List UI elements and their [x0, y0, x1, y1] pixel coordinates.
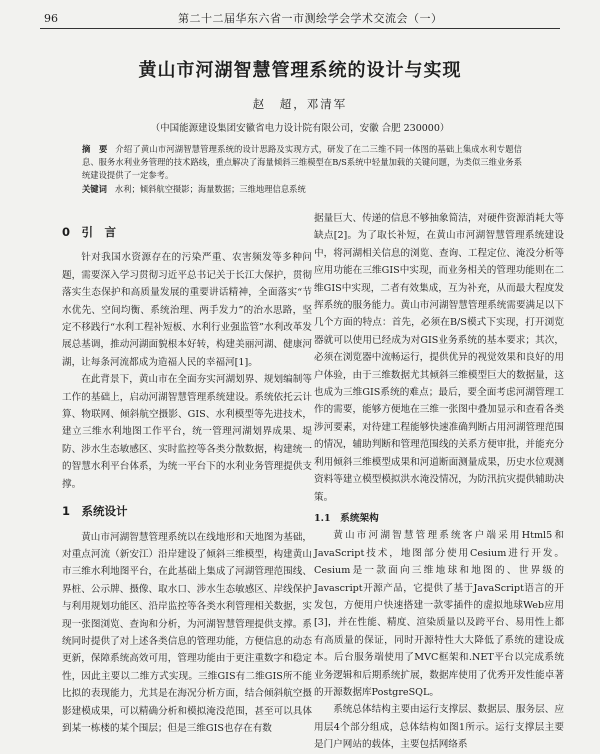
paragraph: 系统总体结构主要由运行支撑层、数据层、服务层、应用层4个部分组成，总体结构如图1所示。运行支撑层主要是门户网站的载体，主要包括网络系 [314, 704, 564, 751]
spacer [62, 210, 312, 224]
paragraph: 针对我国水资源存在的污染严重、农害频发等多种问题，需要深入学习贯彻习近平总书记关于长江大保护，贯彻落实生态保护和高质量发展的重要讲话精神，全面落实“节水优先、空间均衡、系统治理、两手发力”的治水思路，坚定不移践行“水利工程补短板、水利行业强监管”水利改革发展总基调，推动河湖面貌根本好转，构建美丽河湖、健康河湖，让每条河流都成为造福人民的幸福河[1]。 [62, 252, 312, 368]
abstract-label: 摘 要 [82, 144, 108, 154]
page-number: 96 [44, 12, 58, 25]
spacer [62, 521, 312, 529]
paragraph: 在此背景下，黄山市在全面夯实河湖划界、规划编制等工作的基础上，启动河湖智慧管理系统建设。系统依托云计算、物联网、倾斜航空摄影、GIS、水利模型等先进技术，建立三维水利地图工作平台，统一管理河湖划界成果、堤防、涉水生态敏感区、实时监控等各类分散数据，构建统一的智慧水利平台体系，为统一平台下的水利业务管理提供支撑。 [62, 374, 312, 490]
journal-name: 第二十二届华东六省一市测绘学会学术交流会（一） [178, 12, 443, 25]
section-heading-introduction: 0 引 言 [62, 225, 117, 239]
right-column [314, 210, 564, 754]
keywords-block [82, 183, 522, 196]
left-column [62, 210, 312, 737]
paper-title: 黄山市河湖智慧管理系统的设计与实现 [138, 60, 462, 81]
keywords-label: 关键词 [82, 184, 107, 194]
paragraph: 据量巨大、传递的信息不够抽象简洁，对硬件资源消耗大等缺点[2]。为了取长补短，在黄山市河湖智慧管理系统建设中，将河湖相关信息的浏览、查询、工程定位、淹没分析等应用功能在三维GIS中实现，而业务相关的管理功能则在二维GIS中实现，二者有效集成，互为补充，从而最大程度发挥系统的服务能力。黄山市河湖智慧管理系统需要满足以下几个方面的特点：首先，必须在B/S模式下实现，打开浏览器就可以使用已经成为对GIS业务系统的基本要求；其次，必须在浏览器中流畅运行，提供优异的视觉效果和良好的用户体验，由于三维数据尤其倾斜三维模型巨大的数据量，这也成为三维GIS系统的难点；最后，要全面考虑河湖管理工作的需要，能够方便地在三维一张图中叠加显示和查看各类涉河要素，对待建工程能够快速准确判断占用河湖管理范围的情况，辅助判断和管理范围线的关系方便审批，并能充分利用倾斜三维模型成果和河道断面测量成果，历史水位观测资料等建立模型模拟洪水淹没情况，为防汛抗灾提供辅助决策。 [314, 213, 564, 503]
subsection-heading-architecture: 1.1 系统架构 [314, 512, 379, 524]
abstract-block [82, 143, 522, 182]
paper-affiliation: （中国能源建设集团安徽省电力设计院有限公司，安徽 合肥 230000） [150, 123, 450, 134]
abstract-text: 介绍了黄山市河湖智慧管理系统的设计思路及实现方式，研发了在二三维不同一体图的基础上集成水利专题信息、服务水利业务管理的技术路线，重点解决了海量倾斜三维模型在B/S系统中轻量加载的关键问题，为类似三维业务系统建设提供了一定参考。 [82, 144, 522, 180]
spacer [62, 241, 312, 249]
spacer [62, 493, 312, 503]
section-heading-system-design: 1 系统设计 [62, 504, 128, 519]
keywords-text: 水利；倾斜航空摄影；海量数据；三维地理信息系统 [114, 184, 306, 194]
paper-authors: 赵 超，邓清军 [252, 97, 348, 111]
running-header [40, 10, 560, 29]
paragraph: 黄山市河湖智慧管理系统客户端采用Html5和JavaScript技术，地图部分使用Cesium进行开发。Cesium是一款面向三维地球和地图的、世界级的Javascript开源产品，它提供了基于JavaScript语言的开发包，方便用户快速搭建一款零插件的虚拟地球Web应用[3]，并在性能、精度、渲染质量以及跨平台、易用性上都有高质量的保证，同时开源特性大大降低了系统的建设成本。后台服务端使用了MVC框架和.NET平台以完成系统业务逻辑和后期系统扩展，数据库使用了优秀开发性能卓著的开源数据库PostgreSQL。 [314, 530, 564, 698]
paragraph: 黄山市河湖智慧管理系统以在线地形和天地图为基础，对重点河流（新安江）沿岸建设了倾斜三维模型，构建黄山市三维水利地图平台，在此基础上集成了河湖管理范围线、界桩、公示牌、摄像、取水口、涉水生态敏感区、岸线保护与利用规划功能区、沿岸监控等各类水利管理相关数据，实现一张图浏览、查询和分析，为河湖智慧管理提供支撑。系统同时提供了对上述各类信息的管理功能，方便信息的动态更新，保障系统高效可用，管理功能由于更注重数字和稳定性，因此主要以二维方式实现。三维GIS有二维GIS所不能比拟的表现能力，尤其是在海况分析方面，结合倾斜航空摄影建模成果，可以精确分析和模拟淹没范围，甚至可以具体到某一栋楼的某个围层；但是三维GIS也存在有数 [62, 531, 312, 734]
